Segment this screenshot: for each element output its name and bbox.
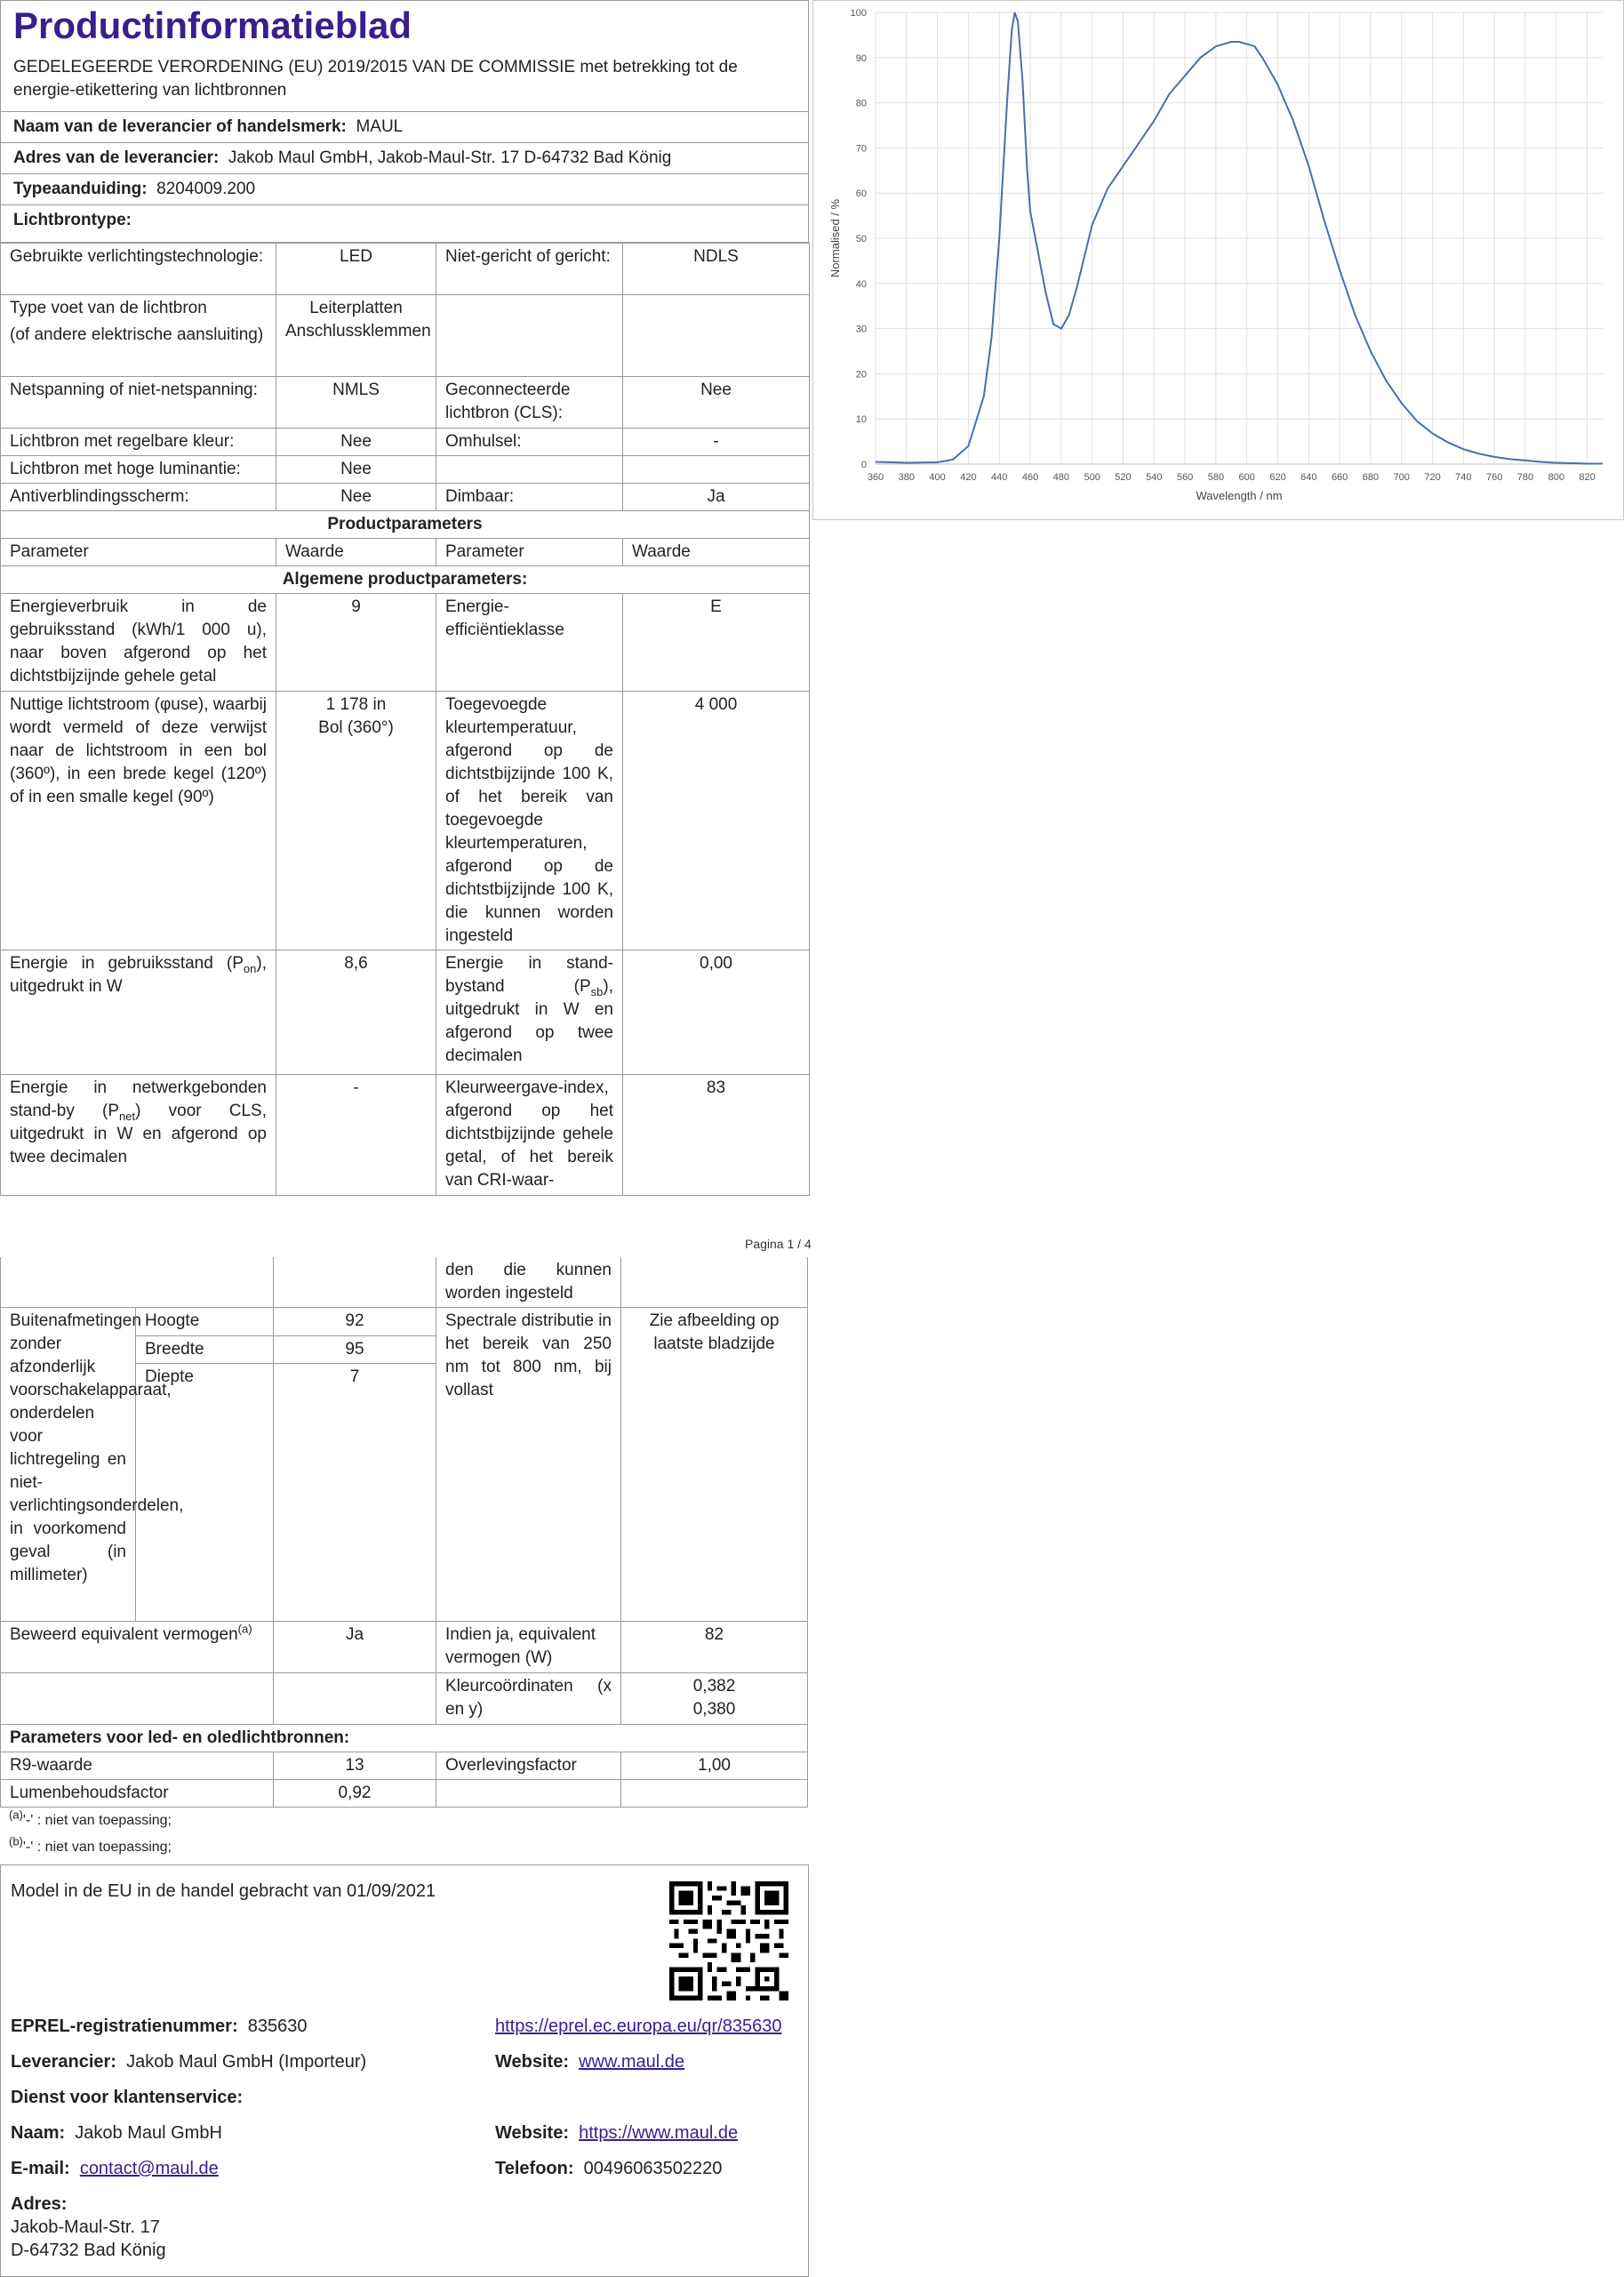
table-row	[1, 484, 810, 511]
footnote-b	[9, 1834, 800, 1861]
qr-code-icon[interactable]	[669, 1881, 788, 2000]
dimmable-value: Ja	[623, 484, 810, 511]
website-label: Website:	[495, 2052, 569, 2072]
net-standby-value: -	[276, 1075, 436, 1196]
x-tick-label: 820	[1579, 472, 1596, 483]
dimensions-table	[0, 1257, 808, 1808]
table-row	[1, 1725, 808, 1752]
x-tick-label: 500	[1084, 472, 1100, 483]
width-label: Breedte	[136, 1335, 274, 1364]
empty-cell	[621, 1780, 808, 1808]
table-row	[1, 1308, 808, 1336]
y-tick-label: 0	[860, 460, 867, 470]
high-luminance-label: Lichtbron met hoge luminantie:	[1, 456, 276, 484]
y-tick-label: 70	[855, 143, 867, 155]
x-tick-label: 380	[898, 472, 915, 483]
standby-label	[436, 950, 623, 1075]
high-luminance-value: Nee	[276, 456, 436, 484]
website-link[interactable]: www.maul.de	[579, 2052, 685, 2072]
chromaticity-y: 0,380	[692, 1700, 736, 1719]
envelope-label: Omhulsel:	[436, 429, 623, 456]
x-tick-label: 740	[1455, 472, 1472, 483]
regulation-text: GEDELEGEERDE VERORDENING (EU) 2019/2015 VAN DE COMMISSIE met betrekking tot de energie-etikettering van lichtbronnen	[1, 51, 808, 112]
net-standby-label	[1, 1075, 276, 1196]
empty-cell	[436, 295, 623, 377]
energy-on-mode-label: Energieverbruik in de gebruiksstand (kWh/1 000 u), naar boven afgerond op het dichtstbijzijnde gehele getal	[1, 594, 276, 692]
depth-label: Diepte	[136, 1364, 274, 1622]
service-website-link[interactable]: https://www.maul.de	[579, 2123, 739, 2143]
depth-value: 7	[274, 1364, 436, 1622]
x-tick-label: 520	[1115, 472, 1132, 483]
x-tick-label: 580	[1207, 472, 1225, 483]
footnote-a-sup: (a)	[9, 1808, 23, 1822]
x-tick-label: 640	[1300, 472, 1317, 483]
address-line1: Jakob-Maul-Str. 17	[11, 2217, 160, 2237]
footnote-a-text: '-' : niet van toepassing;	[22, 1813, 172, 1828]
column-header-parameter: Parameter	[436, 539, 623, 566]
height-label: Hoogte	[136, 1308, 274, 1336]
spectral-label: Spectrale distributie in het bereik van 250 nm tot 800 nm, bij vollast	[436, 1308, 621, 1622]
cri-value: 83	[623, 1075, 810, 1196]
type-label: Typeaanduiding:	[13, 180, 148, 198]
y-tick-label: 50	[855, 234, 867, 245]
x-tick-label: 440	[991, 472, 1008, 483]
x-tick-label: 780	[1516, 472, 1534, 483]
y-tick-label: 40	[855, 278, 867, 290]
cap-value: Leiterplatten Anschlussklemmen	[276, 295, 436, 377]
x-tick-label: 480	[1052, 472, 1070, 483]
email-link[interactable]: contact@maul.de	[79, 2159, 219, 2178]
width-value: 95	[274, 1335, 436, 1364]
table-row	[1, 377, 810, 429]
footer-supplier-label: Leverancier:	[11, 2052, 116, 2072]
general-parameters-heading: Algemene productparameters:	[1, 566, 810, 594]
chromaticity-label: Kleurcoördinaten (x en y)	[436, 1673, 621, 1725]
eprel-value: 835630	[247, 2016, 308, 2036]
address-label: Adres:	[11, 2194, 68, 2214]
tech-value: LED	[276, 244, 436, 295]
table-row	[1, 1673, 808, 1725]
energy-on-mode-value: 9	[276, 594, 436, 692]
x-tick-label: 560	[1176, 472, 1194, 483]
chart-frame	[813, 1, 1624, 520]
net-standby-sub: net	[119, 1109, 136, 1123]
table-row	[1, 1075, 810, 1196]
email-row	[11, 2157, 219, 2180]
r9-label: R9-waarde	[1, 1752, 274, 1780]
cct-value: 4 000	[623, 692, 810, 950]
column-header-value: Waarde	[623, 539, 810, 566]
type-value: 8204009.200	[156, 180, 256, 198]
standby-label-b: ), uitgedrukt in W en afgerond op twee decimalen	[445, 977, 613, 1065]
table-row	[1, 692, 810, 950]
phone-label: Telefoon:	[495, 2159, 574, 2178]
r9-value: 13	[274, 1752, 436, 1780]
service-website-row	[495, 2121, 738, 2145]
outer-dimensions-label: Buitenafmetingen zonder afzonderlijk voorschakelapparaat, onderdelen voor lichtregeling en niet-verlichtingsonderdelen, in voorkomend geval (in millimeter)	[1, 1308, 136, 1622]
footnote-b-text: '-' : niet van toepassing;	[22, 1840, 172, 1855]
cri-label: Kleurweergave-index, afgerond op het dichtstbijzijnde gehele getal, of het bereik van CRI-waar-	[436, 1075, 623, 1196]
footer-supplier-value: Jakob Maul GmbH (Importeur)	[126, 2052, 367, 2072]
cap-label	[1, 295, 276, 377]
address-line2: D-64732 Bad König	[11, 2241, 166, 2260]
empty-cell	[623, 295, 810, 377]
flux-value-line1: 1 178 in	[325, 695, 387, 714]
table-row	[1, 295, 810, 377]
flux-value-line2: Bol (360°)	[318, 718, 394, 737]
table-row	[1, 244, 810, 295]
footnote-a	[9, 1808, 800, 1834]
cct-label: Toegevoegde kleurtemperatuur, afgerond op de dichtstbijzijnde 100 K, of het bereik van toegevoegde kleurtemperaturen, afgerond op de dichtstbijzijnde 100 K, die kunnen worden ingesteld	[436, 692, 623, 950]
supplier-address-value: Jakob Maul GmbH, Jakob-Maul-Str. 17 D-64732 Bad König	[228, 148, 672, 167]
net-standby-label-a: Energie in netwerkgebonden stand-by (P	[10, 1078, 267, 1120]
customer-service-label: Dienst voor klantenservice:	[11, 2088, 244, 2107]
service-website-label: Website:	[495, 2123, 569, 2143]
footnote-b-sup: (b)	[9, 1834, 23, 1848]
led-parameters-heading: Parameters voor led- en oledlichtbronnen:	[1, 1725, 808, 1752]
page-title: Productinformatieblad	[13, 4, 412, 46]
y-tick-label: 60	[855, 188, 867, 200]
supplier-name-row	[1, 112, 808, 143]
x-tick-label: 680	[1362, 472, 1380, 483]
placed-on-market: Model in de EU in de handel gebracht van 01/09/2021	[11, 1881, 436, 1901]
y-tick-label: 20	[855, 369, 867, 381]
y-tick-label: 80	[855, 98, 867, 109]
spectral-distribution-chart	[812, 0, 1624, 520]
directional-label: Niet-gericht of gericht:	[436, 244, 623, 295]
supplier-row	[11, 2050, 366, 2073]
address-block	[11, 2193, 166, 2262]
envelope-value: -	[623, 429, 810, 456]
eprel-label: EPREL-registratienummer:	[11, 2016, 238, 2036]
survival-value: 1,00	[621, 1752, 808, 1780]
table-row	[1, 1622, 808, 1673]
supplier-name-label: Naam van de leverancier of handelsmerk:	[13, 117, 347, 136]
x-axis-label: Wavelength / nm	[1196, 489, 1283, 502]
chromaticity-value	[621, 1673, 808, 1725]
connected-label: Geconnecteerde lichtbron (CLS):	[436, 377, 623, 429]
table-row	[1, 429, 810, 456]
table-row	[1, 594, 810, 692]
x-tick-label: 720	[1424, 472, 1441, 483]
table-row	[1, 539, 810, 566]
x-tick-label: 420	[960, 472, 977, 483]
lightsource-table	[0, 243, 810, 1196]
equivalent-power-value: 82	[621, 1622, 808, 1673]
survival-label: Overlevingsfactor	[436, 1752, 621, 1780]
colour-tunable-value: Nee	[276, 429, 436, 456]
equivalent-power-label: Indien ja, equivalent vermogen (W)	[436, 1622, 621, 1673]
x-tick-label: 600	[1238, 472, 1255, 483]
mains-value: NMLS	[276, 377, 436, 429]
chromaticity-x: 0,382	[692, 1677, 736, 1696]
cap-label-line2: (of andere elektrische aansluiting)	[10, 325, 264, 344]
page-break	[0, 1202, 809, 1257]
product-information-sheet	[0, 0, 809, 1196]
y-axis-label: Normalised / %	[828, 198, 842, 278]
power-on-sub: on	[243, 961, 257, 975]
table-row	[1, 1752, 808, 1780]
efficiency-class-value: E	[623, 594, 810, 692]
eprel-link-text[interactable]: https://eprel.ec.europa.eu/qr/835630	[495, 2016, 782, 2036]
tech-label: Gebruikte verlichtingstechnologie:	[1, 244, 276, 295]
cap-label-line1: Type voet van de lichtbron	[10, 299, 207, 317]
type-row	[1, 174, 808, 205]
claimed-equivalent-label	[1, 1622, 274, 1673]
website-row	[495, 2050, 684, 2073]
page-number: Pagina 1 / 4	[745, 1237, 812, 1251]
power-on-label	[1, 950, 276, 1075]
page-two	[0, 1257, 809, 1861]
claimed-equivalent-value: Ja	[274, 1622, 436, 1673]
cri-label-continued: den die kunnen worden ingesteld	[436, 1257, 621, 1308]
x-tick-label: 360	[867, 472, 884, 483]
empty-cell	[274, 1257, 436, 1308]
service-name-label: Naam:	[11, 2123, 66, 2143]
x-tick-label: 800	[1548, 472, 1564, 483]
standby-sub: sb	[590, 984, 604, 998]
empty-cell	[1, 1257, 274, 1308]
lumen-maintenance-value: 0,92	[274, 1780, 436, 1808]
supplier-address-row	[1, 143, 808, 174]
eprel-row	[11, 2015, 308, 2038]
customer-service-heading	[11, 2086, 243, 2109]
table-row	[1, 1257, 808, 1308]
column-header-value: Waarde	[276, 539, 436, 566]
colour-tunable-label: Lichtbron met regelbare kleur:	[1, 429, 276, 456]
x-tick-label: 540	[1146, 472, 1163, 483]
claimed-equivalent-text: Beweerd equivalent vermogen	[10, 1625, 238, 1644]
y-tick-label: 90	[855, 52, 867, 64]
connected-value: Nee	[623, 377, 810, 429]
email-label: E-mail:	[11, 2159, 70, 2178]
power-on-label-b: ), uitgedrukt in W	[10, 954, 267, 996]
header-box	[0, 0, 809, 243]
x-tick-label: 400	[929, 472, 946, 483]
anti-glare-value: Nee	[276, 484, 436, 511]
lightsource-type-label: Lichtbrontype:	[13, 211, 132, 229]
y-tick-label: 100	[850, 8, 867, 19]
service-name-value: Jakob Maul GmbH	[75, 2123, 222, 2143]
x-tick-label: 700	[1393, 472, 1410, 483]
directional-value: NDLS	[623, 244, 810, 295]
standby-label-a: Energie in stand-bystand (P	[445, 954, 613, 996]
flux-value	[276, 692, 436, 950]
table-row	[1, 1780, 808, 1808]
x-tick-label: 460	[1021, 472, 1039, 483]
eprel-footer	[0, 1864, 809, 2277]
standby-value: 0,00	[623, 950, 810, 1075]
empty-cell	[623, 456, 810, 484]
power-on-label-a: Energie in gebruiksstand (P	[10, 954, 244, 973]
column-header-parameter: Parameter	[1, 539, 276, 566]
mains-label: Netspanning of niet-netspanning:	[1, 377, 276, 429]
height-value: 92	[274, 1308, 436, 1336]
table-row	[1, 456, 810, 484]
service-name-row	[11, 2121, 222, 2145]
table-row	[1, 511, 810, 539]
y-tick-label: 30	[855, 324, 867, 335]
empty-cell	[436, 456, 623, 484]
footnotes	[0, 1808, 809, 1861]
supplier-address-label: Adres van de leverancier:	[13, 148, 220, 167]
anti-glare-label: Antiverblindingsscherm:	[1, 484, 276, 511]
x-tick-label: 660	[1331, 472, 1348, 483]
lightsource-type-row	[1, 205, 808, 243]
eprel-link[interactable]	[495, 2015, 781, 2038]
table-row	[1, 566, 810, 594]
net-standby-label-b: ) voor CLS, uitgedrukt in W en afgerond op twee decimalen	[10, 1102, 267, 1167]
flux-label: Nuttige lichtstroom (φuse), waarbij wordt vermeld of deze verwijst naar de lichtstroom in een bol (360º), in een brede kegel (120º) of in een smalle kegel (90º)	[1, 692, 276, 950]
table-row	[1, 950, 810, 1075]
power-on-value: 8,6	[276, 950, 436, 1075]
supplier-name-value: MAUL	[356, 117, 404, 136]
empty-cell	[274, 1673, 436, 1725]
x-tick-label: 760	[1485, 472, 1503, 483]
lumen-maintenance-label: Lumenbehoudsfactor	[1, 1780, 274, 1808]
x-tick-label: 620	[1269, 472, 1286, 483]
claimed-equivalent-sup: (a)	[237, 1622, 252, 1636]
phone-row	[495, 2157, 722, 2180]
empty-cell	[436, 1780, 621, 1808]
spectral-value: Zie afbeelding op laatste bladzijde	[621, 1308, 808, 1622]
y-tick-label: 10	[855, 414, 867, 426]
phone-value: 00496063502220	[583, 2159, 723, 2178]
empty-cell	[1, 1673, 274, 1725]
empty-cell	[621, 1257, 808, 1308]
product-parameters-heading: Productparameters	[1, 511, 810, 539]
efficiency-class-label: Energie-efficiëntieklasse	[436, 594, 623, 692]
dimmable-label: Dimbaar:	[436, 484, 623, 511]
